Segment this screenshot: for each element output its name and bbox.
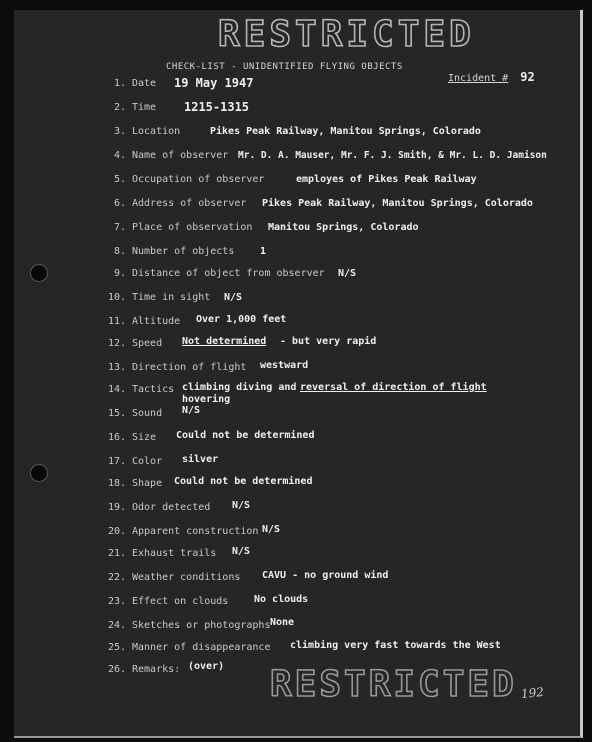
item-value: 1 bbox=[260, 246, 267, 257]
restricted-stamp-bottom: RESTRICTED bbox=[270, 664, 517, 705]
incident-field bbox=[448, 70, 535, 84]
item-value: N/S bbox=[232, 500, 251, 511]
item-value: Over 1,000 feet bbox=[196, 314, 287, 325]
item-value: Pikes Peak Railway, Manitou Springs, Colorado bbox=[262, 198, 533, 209]
item-value: westward bbox=[260, 360, 309, 371]
punch-hole-upper bbox=[30, 264, 48, 282]
item-value: Could not be determined bbox=[176, 430, 315, 441]
item-value: silver bbox=[182, 454, 219, 465]
item-value: N/S bbox=[232, 546, 251, 557]
incident-label: Incident # bbox=[448, 73, 509, 84]
item-value: Mr. D. A. Mauser, Mr. F. J. Smith, & Mr. L. D. Jamison bbox=[238, 150, 547, 161]
item-value-extra: - but very rapid bbox=[280, 336, 377, 347]
page-mark: 192 bbox=[520, 684, 545, 702]
item-value: CAVU - no ground wind bbox=[262, 570, 389, 581]
punch-hole-lower bbox=[30, 464, 48, 482]
item-value: employes of Pikes Peak Railway bbox=[296, 174, 477, 185]
item-value: N/S bbox=[262, 524, 281, 535]
item-value: Not determined bbox=[182, 336, 267, 347]
item-value: N/S bbox=[182, 405, 201, 416]
item-value: climbing very fast towards the West bbox=[290, 640, 501, 651]
item-value: No clouds bbox=[254, 594, 309, 605]
incident-number: 92 bbox=[520, 70, 535, 84]
item-value: N/S bbox=[338, 268, 357, 279]
item-value: Manitou Springs, Colorado bbox=[268, 222, 419, 233]
item-value: N/S bbox=[224, 292, 243, 303]
restricted-stamp-top: RESTRICTED bbox=[218, 14, 475, 55]
document-page: RESTRICTED CHECK-LIST - UNIDENTIFIED FLYING OBJECTS Incident # 92 1. Date 19 May 1947 2. Time 1215-1315 3. Location Pikes Peak Railway, Manitou Springs, Colorado 4. Name of observer Mr. D. A. Mauser, Mr. F. J. Smith, & Mr. L. D. Jamison 5. Occupation of observer employes of Pikes Peak Railway 6. Address of observer Pikes Peak Railway, Manitou Springs, Colorado 7. Place of observation Manitou Springs, Colorado 8. Number of objects 1 9. Distance of object from observer N/S 10. Time in sight N/S 11. Altitude Over 1,000 feet 12. Speed Not determined - but very rapid 13. Direction of flight westward 14. Tactics climbing diving and reversal of direction of flight hovering 15. Sound N/S 16. Size Could not be determined 17. Color silver 18. Shape Could not be determined 19. Odor detected N/S 20. Apparent construction N/S 21. Exhaust trails N/S 22. Weather conditions CAVU - no ground wind 23. Effect on clouds No clouds 24. Sketches or photographs None 25. Manner of disappearance climbing very fast towards the West 26. Remarks: (over) RESTRICTED 192 bbox=[14, 10, 583, 738]
item-value: Could not be determined bbox=[174, 476, 313, 487]
item-value: 19 May 1947 bbox=[174, 76, 254, 90]
item-value: 1215-1315 bbox=[184, 100, 250, 114]
document-title: CHECK-LIST - UNIDENTIFIED FLYING OBJECTS bbox=[166, 62, 403, 72]
item-value: Pikes Peak Railway, Manitou Springs, Colorado bbox=[210, 126, 481, 137]
item-value: climbing diving and bbox=[182, 382, 297, 393]
item-value: (over) bbox=[188, 661, 225, 672]
item-value-extra: reversal of direction of flight bbox=[300, 382, 487, 393]
item-value: None bbox=[270, 617, 295, 628]
item-value-line2: hovering bbox=[182, 394, 231, 405]
